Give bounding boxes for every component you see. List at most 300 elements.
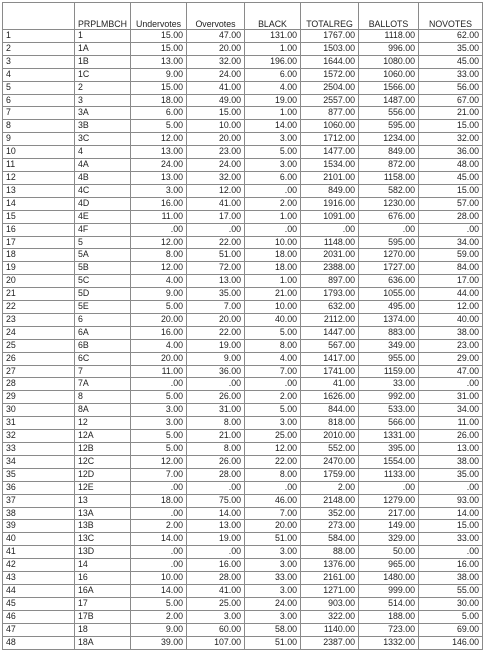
- novotes-cell: 84.00: [419, 262, 483, 275]
- table-row: [3, 94, 483, 107]
- undervotes-cell: 4.00: [131, 275, 187, 288]
- overvotes-cell: 26.00: [187, 455, 245, 468]
- table-row: [3, 378, 483, 391]
- overvotes-cell: 32.00: [187, 55, 245, 68]
- novotes-cell: 33.00: [419, 533, 483, 546]
- row-index: 33: [3, 443, 75, 456]
- table-row: [3, 468, 483, 481]
- table-row: [3, 559, 483, 572]
- black-cell: 1.00: [245, 42, 301, 55]
- table-row: [3, 391, 483, 404]
- undervotes-cell: 5.00: [131, 443, 187, 456]
- row-index: 14: [3, 197, 75, 210]
- table-row: [3, 146, 483, 159]
- totalreg-cell: 2031.00: [301, 249, 359, 262]
- row-index: 4: [3, 68, 75, 81]
- table-row: [3, 236, 483, 249]
- ballots-cell: 495.00: [359, 301, 419, 314]
- undervotes-cell: 5.00: [131, 430, 187, 443]
- black-cell: 51.00: [245, 636, 301, 649]
- totalreg-cell: 2557.00: [301, 94, 359, 107]
- table-row: [3, 520, 483, 533]
- totalreg-cell: 1140.00: [301, 623, 359, 636]
- totalreg-cell: 849.00: [301, 184, 359, 197]
- table-row: [3, 171, 483, 184]
- ballots-cell: 992.00: [359, 391, 419, 404]
- overvotes-cell: 41.00: [187, 197, 245, 210]
- novotes-cell: 28.00: [419, 210, 483, 223]
- overvotes-cell: 17.00: [187, 210, 245, 223]
- overvotes-cell: 10.00: [187, 120, 245, 133]
- novotes-cell: 44.00: [419, 288, 483, 301]
- ballots-cell: 955.00: [359, 352, 419, 365]
- novotes-cell: 93.00: [419, 494, 483, 507]
- table-row: [3, 301, 483, 314]
- black-cell: 12.00: [245, 443, 301, 456]
- totalreg-cell: 273.00: [301, 520, 359, 533]
- table-row: [3, 507, 483, 520]
- overvotes-cell: 22.00: [187, 236, 245, 249]
- row-index: 45: [3, 597, 75, 610]
- totalreg-cell: 41.00: [301, 378, 359, 391]
- overvotes-cell: 41.00: [187, 81, 245, 94]
- ballots-cell: 1487.00: [359, 94, 419, 107]
- undervotes-cell: 39.00: [131, 636, 187, 649]
- ballots-cell: 849.00: [359, 146, 419, 159]
- table-row: [3, 546, 483, 559]
- undervotes-cell: 11.00: [131, 365, 187, 378]
- black-cell: 10.00: [245, 301, 301, 314]
- undervotes-cell: .00: [131, 559, 187, 572]
- totalreg-cell: 1148.00: [301, 236, 359, 249]
- undervotes-cell: 20.00: [131, 352, 187, 365]
- black-cell: 19.00: [245, 94, 301, 107]
- overvotes-cell: 8.00: [187, 417, 245, 430]
- black-cell: 131.00: [245, 30, 301, 43]
- overvotes-cell: 16.00: [187, 559, 245, 572]
- totalreg-cell: 352.00: [301, 507, 359, 520]
- totalreg-cell: 1417.00: [301, 352, 359, 365]
- ballots-cell: 514.00: [359, 597, 419, 610]
- undervotes-cell: 14.00: [131, 584, 187, 597]
- overvotes-cell: 24.00: [187, 68, 245, 81]
- table-row: [3, 404, 483, 417]
- totalreg-cell: 2470.00: [301, 455, 359, 468]
- novotes-cell: 47.00: [419, 365, 483, 378]
- overvotes-cell: 28.00: [187, 572, 245, 585]
- ballots-cell: 1566.00: [359, 81, 419, 94]
- prplmbch-cell: 4: [75, 146, 131, 159]
- prplmbch-cell: 4C: [75, 184, 131, 197]
- novotes-cell: 5.00: [419, 610, 483, 623]
- undervotes-cell: 5.00: [131, 120, 187, 133]
- header-row: [3, 3, 483, 30]
- prplmbch-cell: 5E: [75, 301, 131, 314]
- black-cell: 7.00: [245, 507, 301, 520]
- prplmbch-cell: 3B: [75, 120, 131, 133]
- column-header-overvotes: Overvotes: [187, 3, 245, 30]
- novotes-cell: 67.00: [419, 94, 483, 107]
- totalreg-cell: 1767.00: [301, 30, 359, 43]
- overvotes-cell: 8.00: [187, 443, 245, 456]
- overvotes-cell: 23.00: [187, 146, 245, 159]
- row-index: 3: [3, 55, 75, 68]
- novotes-cell: 48.00: [419, 159, 483, 172]
- undervotes-cell: 15.00: [131, 42, 187, 55]
- totalreg-cell: 2010.00: [301, 430, 359, 443]
- ballots-cell: 636.00: [359, 275, 419, 288]
- overvotes-cell: 107.00: [187, 636, 245, 649]
- totalreg-cell: 844.00: [301, 404, 359, 417]
- black-cell: 7.00: [245, 365, 301, 378]
- totalreg-cell: 88.00: [301, 546, 359, 559]
- row-index: 27: [3, 365, 75, 378]
- black-cell: .00: [245, 481, 301, 494]
- overvotes-cell: 15.00: [187, 107, 245, 120]
- ballots-cell: 1270.00: [359, 249, 419, 262]
- undervotes-cell: 2.00: [131, 520, 187, 533]
- undervotes-cell: 5.00: [131, 391, 187, 404]
- prplmbch-cell: 12A: [75, 430, 131, 443]
- undervotes-cell: 18.00: [131, 94, 187, 107]
- ballots-cell: 1727.00: [359, 262, 419, 275]
- black-cell: 3.00: [245, 159, 301, 172]
- overvotes-cell: 36.00: [187, 365, 245, 378]
- ballots-cell: 149.00: [359, 520, 419, 533]
- undervotes-cell: 12.00: [131, 236, 187, 249]
- row-index: 42: [3, 559, 75, 572]
- prplmbch-cell: 13C: [75, 533, 131, 546]
- undervotes-cell: 6.00: [131, 107, 187, 120]
- prplmbch-cell: 12B: [75, 443, 131, 456]
- undervotes-cell: 20.00: [131, 313, 187, 326]
- row-index: 41: [3, 546, 75, 559]
- novotes-cell: 45.00: [419, 171, 483, 184]
- overvotes-cell: 14.00: [187, 507, 245, 520]
- row-index: 40: [3, 533, 75, 546]
- overvotes-cell: 47.00: [187, 30, 245, 43]
- totalreg-cell: 1447.00: [301, 326, 359, 339]
- ballots-cell: 1234.00: [359, 133, 419, 146]
- column-header-totalreg: TOTALREG: [301, 3, 359, 30]
- row-index: 44: [3, 584, 75, 597]
- novotes-cell: 69.00: [419, 623, 483, 636]
- totalreg-cell: 877.00: [301, 107, 359, 120]
- ballots-cell: 217.00: [359, 507, 419, 520]
- undervotes-cell: 3.00: [131, 417, 187, 430]
- novotes-cell: 35.00: [419, 468, 483, 481]
- black-cell: 4.00: [245, 81, 301, 94]
- black-cell: 2.00: [245, 197, 301, 210]
- table-row: [3, 443, 483, 456]
- overvotes-cell: 22.00: [187, 326, 245, 339]
- totalreg-cell: 1572.00: [301, 68, 359, 81]
- prplmbch-cell: 4B: [75, 171, 131, 184]
- row-index: 24: [3, 326, 75, 339]
- ballots-cell: 188.00: [359, 610, 419, 623]
- novotes-cell: 34.00: [419, 404, 483, 417]
- row-index: 32: [3, 430, 75, 443]
- black-cell: 3.00: [245, 584, 301, 597]
- overvotes-cell: 41.00: [187, 584, 245, 597]
- overvotes-cell: 20.00: [187, 42, 245, 55]
- row-index: 39: [3, 520, 75, 533]
- black-cell: 6.00: [245, 68, 301, 81]
- totalreg-cell: 632.00: [301, 301, 359, 314]
- totalreg-cell: 2161.00: [301, 572, 359, 585]
- table-row: [3, 636, 483, 649]
- black-cell: 1.00: [245, 210, 301, 223]
- table-row: [3, 417, 483, 430]
- overvotes-cell: 20.00: [187, 313, 245, 326]
- novotes-cell: 11.00: [419, 417, 483, 430]
- black-cell: 25.00: [245, 430, 301, 443]
- novotes-cell: 30.00: [419, 597, 483, 610]
- overvotes-cell: 12.00: [187, 184, 245, 197]
- totalreg-cell: 1626.00: [301, 391, 359, 404]
- overvotes-cell: 72.00: [187, 262, 245, 275]
- table-row: [3, 313, 483, 326]
- ballots-cell: 582.00: [359, 184, 419, 197]
- undervotes-cell: 24.00: [131, 159, 187, 172]
- overvotes-cell: .00: [187, 223, 245, 236]
- overvotes-cell: 3.00: [187, 610, 245, 623]
- black-cell: 3.00: [245, 133, 301, 146]
- row-index: 12: [3, 171, 75, 184]
- novotes-cell: 15.00: [419, 184, 483, 197]
- novotes-cell: 26.00: [419, 430, 483, 443]
- overvotes-cell: 13.00: [187, 275, 245, 288]
- ballots-cell: 965.00: [359, 559, 419, 572]
- prplmbch-cell: 13: [75, 494, 131, 507]
- table-row: [3, 584, 483, 597]
- novotes-cell: .00: [419, 378, 483, 391]
- table-row: [3, 610, 483, 623]
- table-row: [3, 68, 483, 81]
- row-index: 43: [3, 572, 75, 585]
- prplmbch-cell: 13B: [75, 520, 131, 533]
- totalreg-cell: 2101.00: [301, 171, 359, 184]
- prplmbch-cell: 13D: [75, 546, 131, 559]
- black-cell: 33.00: [245, 572, 301, 585]
- black-cell: .00: [245, 378, 301, 391]
- undervotes-cell: 2.00: [131, 610, 187, 623]
- ballots-cell: 883.00: [359, 326, 419, 339]
- novotes-cell: 31.00: [419, 391, 483, 404]
- column-header-undervotes: Undervotes: [131, 3, 187, 30]
- ballots-cell: 533.00: [359, 404, 419, 417]
- black-cell: .00: [245, 184, 301, 197]
- undervotes-cell: .00: [131, 507, 187, 520]
- undervotes-cell: 15.00: [131, 30, 187, 43]
- prplmbch-cell: 3C: [75, 133, 131, 146]
- novotes-cell: 15.00: [419, 520, 483, 533]
- undervotes-cell: 10.00: [131, 572, 187, 585]
- totalreg-cell: 1503.00: [301, 42, 359, 55]
- row-index: 20: [3, 275, 75, 288]
- row-index: 17: [3, 236, 75, 249]
- row-index: 15: [3, 210, 75, 223]
- novotes-cell: 32.00: [419, 133, 483, 146]
- row-index: 10: [3, 146, 75, 159]
- prplmbch-cell: 4D: [75, 197, 131, 210]
- prplmbch-cell: 4F: [75, 223, 131, 236]
- overvotes-cell: .00: [187, 378, 245, 391]
- row-index: 19: [3, 262, 75, 275]
- novotes-cell: 55.00: [419, 584, 483, 597]
- overvotes-cell: 9.00: [187, 352, 245, 365]
- prplmbch-cell: 18A: [75, 636, 131, 649]
- prplmbch-cell: 1B: [75, 55, 131, 68]
- row-index: 23: [3, 313, 75, 326]
- black-cell: 5.00: [245, 326, 301, 339]
- row-index: 5: [3, 81, 75, 94]
- novotes-cell: 38.00: [419, 455, 483, 468]
- undervotes-cell: 11.00: [131, 210, 187, 223]
- black-cell: 5.00: [245, 146, 301, 159]
- novotes-cell: 33.00: [419, 68, 483, 81]
- undervotes-cell: .00: [131, 223, 187, 236]
- row-index: 35: [3, 468, 75, 481]
- prplmbch-cell: 7A: [75, 378, 131, 391]
- prplmbch-cell: 12C: [75, 455, 131, 468]
- undervotes-cell: 3.00: [131, 404, 187, 417]
- overvotes-cell: 75.00: [187, 494, 245, 507]
- ballots-cell: 723.00: [359, 623, 419, 636]
- prplmbch-cell: 6B: [75, 339, 131, 352]
- ballots-cell: .00: [359, 481, 419, 494]
- totalreg-cell: 818.00: [301, 417, 359, 430]
- ballots-cell: 556.00: [359, 107, 419, 120]
- totalreg-cell: 1060.00: [301, 120, 359, 133]
- row-index: 13: [3, 184, 75, 197]
- novotes-cell: 35.00: [419, 42, 483, 55]
- undervotes-cell: 9.00: [131, 68, 187, 81]
- table-row: [3, 572, 483, 585]
- column-header-ballots: BALLOTS: [359, 3, 419, 30]
- row-index: 31: [3, 417, 75, 430]
- row-index: 47: [3, 623, 75, 636]
- black-cell: 8.00: [245, 468, 301, 481]
- ballots-cell: 996.00: [359, 42, 419, 55]
- table-row: [3, 133, 483, 146]
- undervotes-cell: 13.00: [131, 146, 187, 159]
- table-row: [3, 430, 483, 443]
- prplmbch-cell: 16A: [75, 584, 131, 597]
- ballots-cell: 1554.00: [359, 455, 419, 468]
- totalreg-cell: 1916.00: [301, 197, 359, 210]
- overvotes-cell: 24.00: [187, 159, 245, 172]
- black-cell: 20.00: [245, 520, 301, 533]
- table-row: [3, 339, 483, 352]
- column-header-prplmbch: PRPLMBCH: [75, 3, 131, 30]
- ballots-cell: 676.00: [359, 210, 419, 223]
- table-row: [3, 55, 483, 68]
- row-index: 48: [3, 636, 75, 649]
- table-row: [3, 288, 483, 301]
- table-body: [3, 30, 483, 650]
- ballots-cell: 595.00: [359, 236, 419, 249]
- totalreg-cell: 322.00: [301, 610, 359, 623]
- row-index: 2: [3, 42, 75, 55]
- novotes-cell: 40.00: [419, 313, 483, 326]
- table-row: [3, 30, 483, 43]
- table-row: [3, 275, 483, 288]
- table-row: [3, 455, 483, 468]
- novotes-cell: 45.00: [419, 55, 483, 68]
- novotes-cell: 14.00: [419, 507, 483, 520]
- prplmbch-cell: 8A: [75, 404, 131, 417]
- totalreg-cell: 1271.00: [301, 584, 359, 597]
- undervotes-cell: 16.00: [131, 197, 187, 210]
- ballots-cell: 1133.00: [359, 468, 419, 481]
- table-row: [3, 184, 483, 197]
- black-cell: 3.00: [245, 559, 301, 572]
- overvotes-cell: 35.00: [187, 288, 245, 301]
- ballots-cell: 1158.00: [359, 171, 419, 184]
- ballots-cell: .00: [359, 223, 419, 236]
- row-index: 30: [3, 404, 75, 417]
- prplmbch-cell: 1A: [75, 42, 131, 55]
- row-index: 46: [3, 610, 75, 623]
- table-row: [3, 352, 483, 365]
- novotes-cell: 21.00: [419, 107, 483, 120]
- totalreg-cell: 1091.00: [301, 210, 359, 223]
- overvotes-cell: 51.00: [187, 249, 245, 262]
- novotes-cell: 36.00: [419, 146, 483, 159]
- totalreg-cell: .00: [301, 223, 359, 236]
- undervotes-cell: 12.00: [131, 455, 187, 468]
- totalreg-cell: 1477.00: [301, 146, 359, 159]
- ballots-cell: 395.00: [359, 443, 419, 456]
- prplmbch-cell: 5: [75, 236, 131, 249]
- overvotes-cell: 20.00: [187, 133, 245, 146]
- black-cell: 3.00: [245, 417, 301, 430]
- prplmbch-cell: 14: [75, 559, 131, 572]
- totalreg-cell: 2387.00: [301, 636, 359, 649]
- undervotes-cell: .00: [131, 481, 187, 494]
- novotes-cell: 146.00: [419, 636, 483, 649]
- prplmbch-cell: 18: [75, 623, 131, 636]
- undervotes-cell: 14.00: [131, 533, 187, 546]
- black-cell: 46.00: [245, 494, 301, 507]
- prplmbch-cell: 5A: [75, 249, 131, 262]
- overvotes-cell: 13.00: [187, 520, 245, 533]
- column-header-novotes: NOVOTES: [419, 3, 483, 30]
- novotes-cell: .00: [419, 223, 483, 236]
- table-row: [3, 326, 483, 339]
- black-cell: 18.00: [245, 262, 301, 275]
- totalreg-cell: 584.00: [301, 533, 359, 546]
- table-row: [3, 623, 483, 636]
- black-cell: 3.00: [245, 610, 301, 623]
- totalreg-cell: 2.00: [301, 481, 359, 494]
- black-cell: 1.00: [245, 275, 301, 288]
- prplmbch-cell: 17: [75, 597, 131, 610]
- prplmbch-cell: 16: [75, 572, 131, 585]
- black-cell: 18.00: [245, 249, 301, 262]
- novotes-cell: 34.00: [419, 236, 483, 249]
- ballots-cell: 1230.00: [359, 197, 419, 210]
- totalreg-cell: 1741.00: [301, 365, 359, 378]
- table-row: [3, 81, 483, 94]
- ballots-cell: 1374.00: [359, 313, 419, 326]
- black-cell: 14.00: [245, 120, 301, 133]
- undervotes-cell: 7.00: [131, 468, 187, 481]
- black-cell: .00: [245, 223, 301, 236]
- prplmbch-cell: 12E: [75, 481, 131, 494]
- prplmbch-cell: 4A: [75, 159, 131, 172]
